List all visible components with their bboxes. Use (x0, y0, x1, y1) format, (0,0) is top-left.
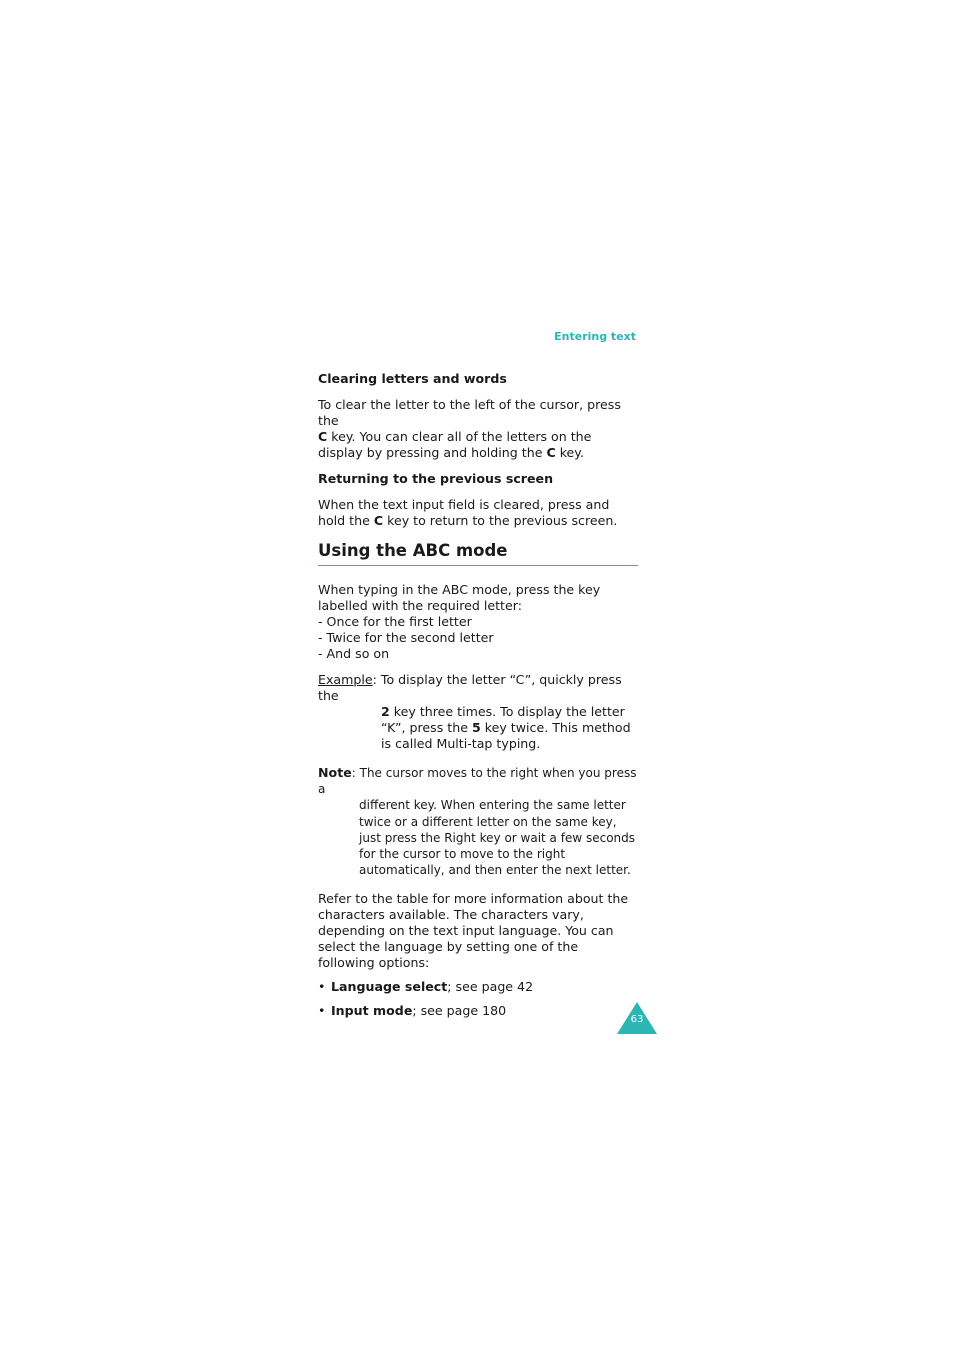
page-content (318, 371, 638, 1019)
bullet-text: ; see page 180 (412, 1003, 507, 1019)
returning-paragraph (318, 497, 638, 529)
clearing-heading: Clearing letters and words (318, 371, 507, 386)
bullet-item (318, 979, 638, 995)
example-block (318, 672, 638, 752)
example-text-2: key three times. To display the letter “K”, press the (381, 704, 625, 735)
note-block (318, 765, 638, 878)
bullet-bold: Language select (331, 979, 448, 995)
clearing-paragraph (318, 397, 634, 461)
bullet-item (318, 1003, 638, 1019)
abc-intro-1: When typing in the ABC mode, press the key (318, 582, 601, 597)
clearing-text-1: To clear the letter to the left of the cursor, press the (318, 397, 621, 428)
section-title: Using the ABC mode (318, 541, 638, 566)
abc-intro (318, 582, 638, 662)
returning-heading: Returning to the previous screen (318, 471, 554, 486)
note-body: different key. When entering the same letter twice or a different letter on the same key, just press the Right key or wait a few seconds for the cursor to move to the right automatically, and then enter the next letter. (359, 798, 636, 878)
bullet-dot-icon: • (318, 979, 326, 995)
example-line-1: To display the letter “C”, quickly press the (318, 672, 622, 703)
example-text-3: key twice. This method is called Multi-tap typing. (381, 720, 631, 751)
clearing-key-1: C (318, 429, 328, 444)
note-label: Note (318, 765, 352, 780)
bullet-bold: Input mode (331, 1003, 413, 1019)
clearing-text-2: key. You can clear all of the letters on the display by pressing and holding the (318, 429, 592, 460)
bullet-text: ; see page 42 (447, 979, 534, 995)
example-label: Example (318, 672, 373, 687)
returning-text-1: When the text input field is cleared, press and hold the (318, 497, 610, 528)
abc-list-item: - Once for the first letter (318, 614, 472, 629)
example-key-2: 5 (471, 720, 481, 735)
clearing-key-2: C (546, 445, 556, 460)
running-head: Entering text (554, 330, 636, 343)
abc-intro-2: labelled with the required letter: (318, 598, 522, 613)
bullet-dot-icon: • (318, 1003, 326, 1019)
returning-text-2: key to return to the previous screen. (383, 513, 618, 528)
clearing-text-3: key. (555, 445, 584, 460)
note-line-1: The cursor moves to the right when you press a (318, 766, 637, 797)
abc-list-item: - And so on (318, 646, 390, 661)
page-number: 63 (630, 1014, 644, 1025)
example-colon: : (372, 672, 381, 687)
note-colon: : (351, 766, 360, 780)
example-key-1: 2 (381, 704, 390, 719)
returning-key: C (373, 513, 384, 528)
abc-list-item: - Twice for the second letter (318, 630, 494, 645)
refer-paragraph: Refer to the table for more information about the characters available. The characters vary, depending on the text input language. You can select the language by setting one of the following options: (318, 891, 629, 971)
